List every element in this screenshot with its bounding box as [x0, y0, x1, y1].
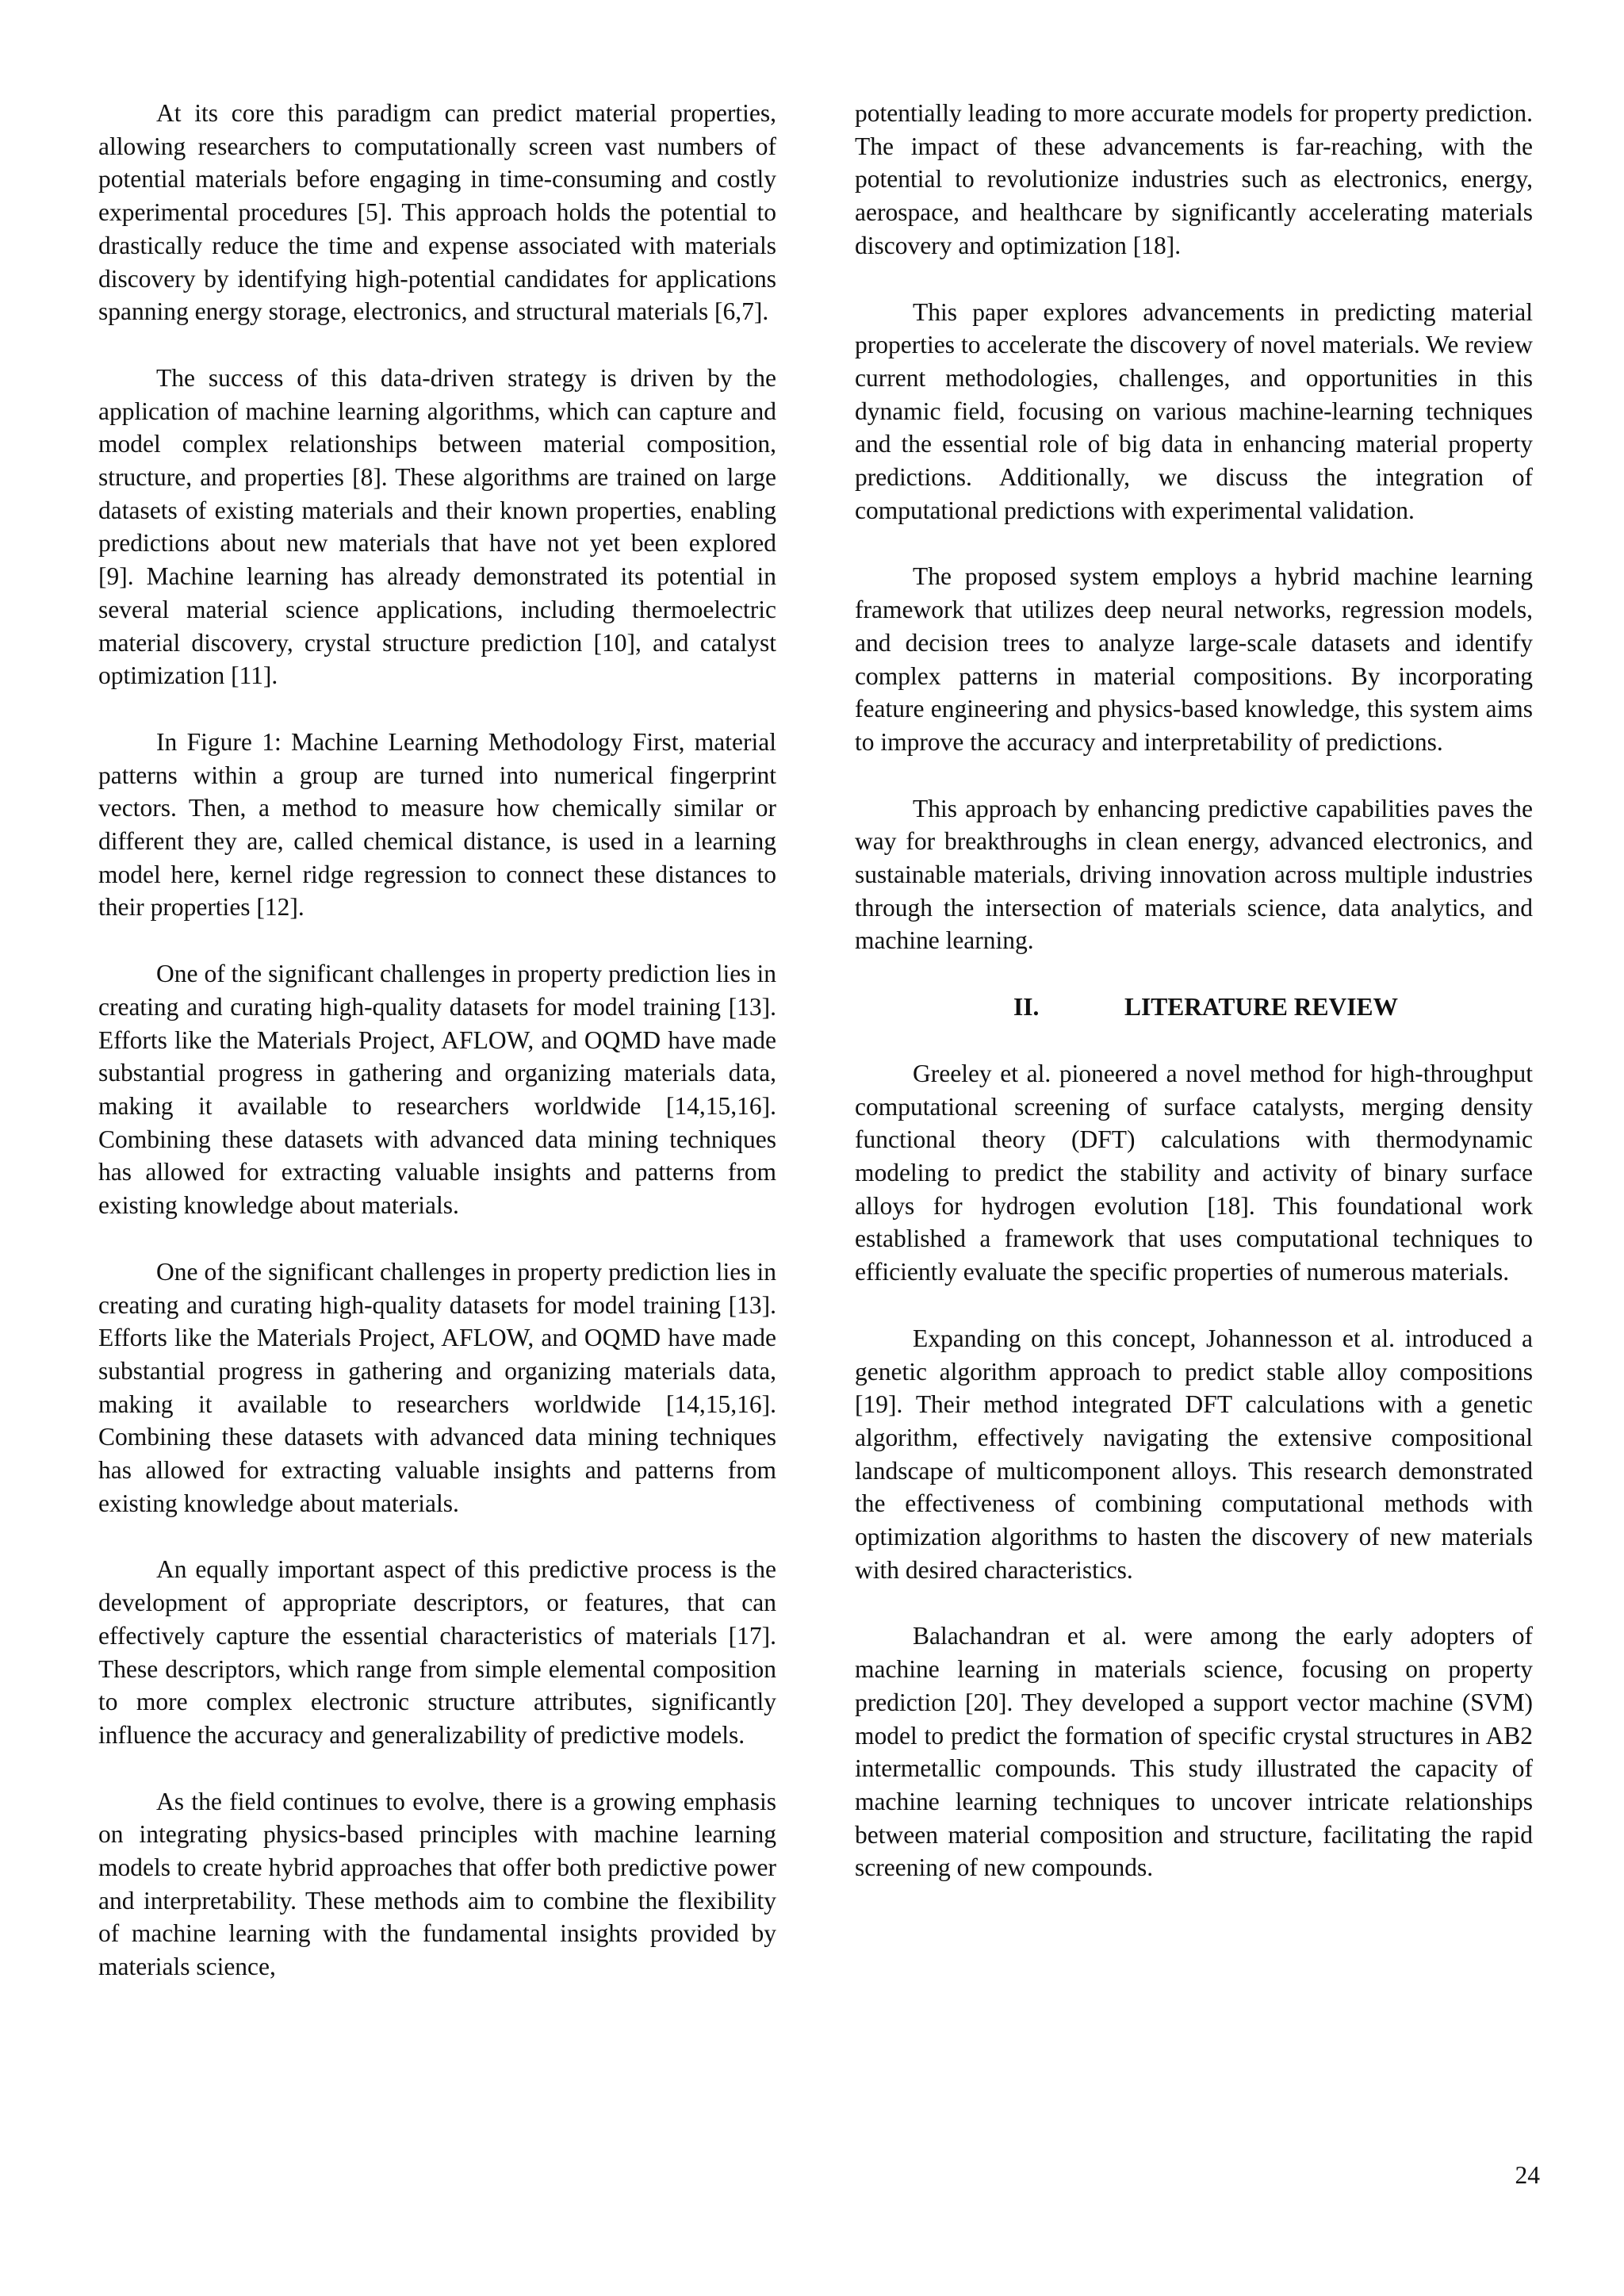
page-number: 24 [1515, 2161, 1540, 2189]
paragraph-approach-impact: This approach by enhancing predictive capabilities paves the way for breakthroughs in clean energy, advanced electronics, and sustainable materials, driving innovation across multiple industries through the intersection of materials science, data analytics, and machine learning. [855, 794, 1533, 955]
paragraph-descriptors: An equally important aspect of this predictive process is the development of appropriate descriptors, or features, that can effectively capture the essential characteristics of materials [17]. These descriptors, which range from simple elemental composition to more complex electronic structure attributes, significantly influence the accuracy and generalizability of predictive models. [98, 1555, 776, 1749]
paragraph-hybrid-approaches: As the field continues to evolve, there is a growing emphasis on integrating physics-based principles with machine learning models to create hybrid approaches that offer both predictive power and interpretability. These methods aim to combine the flexibility of machine learning with the fundamental insights provided by materials science, [98, 1787, 776, 1981]
paragraph-core-paradigm: At its core this paradigm can predict material properties, allowing researchers to computationally screen vast numbers of potential materials before engaging in time-consuming and costly experimental procedures [5]. This approach holds the potential to drastically reduce the time and expense associated with materials discovery by identifying high-potential candidates for applications spanning energy storage, electronics, and structural materials [6,7]. [98, 99, 776, 326]
paragraph-figure-1-methodology: In Figure 1: Machine Learning Methodology First, material patterns within a group are turned into numerical fingerprint vectors. Then, a method to measure how chemically similar or different they are, called chemical distance, is used in a learning model here, kernel ridge regression to connect these distances to their properties [12]. [98, 727, 776, 922]
paragraph-proposed-system: The proposed system employs a hybrid machine learning framework that utilizes deep neural networks, regression models, and decision trees to analyze large-scale datasets and identify complex patterns in material compositions. By incorporating feature engineering and physics-based knowledge, this system aims to improve the accuracy and interpretability of predictions. [855, 562, 1533, 756]
section-heading-literature-review [855, 991, 1533, 1024]
paragraph-greeley: Greeley et al. pioneered a novel method for high-throughput computational screening of surface catalysts, merging density functional theory (DFT) calculations with thermodynamic modeling to predict the stability and activity of binary surface alloys for hydrogen evolution [18]. This foundational work established a framework that uses computational techniques to efficiently evaluate the specific properties of numerous materials. [855, 1059, 1533, 1286]
section-number: II. [1013, 993, 1040, 1022]
paragraph-data-driven-strategy: The success of this data-driven strategy is driven by the application of machine learning algorithms, which can capture and model complex relationships between material composition, structure, and properties [8]. These algorithms are trained on large datasets of existing materials and their known properties, enabling predictions about new materials that have not yet been explored [9]. Machine learning has already demonstrated its potential in several material science applications, including thermoelectric material discovery, crystal structure prediction [10], and catalyst optimization [11]. [98, 363, 776, 690]
section-title: LITERATURE REVIEW [1124, 993, 1399, 1022]
paragraph-johannesson: Expanding on this concept, Johannesson et al. introduced a genetic algorithm approach to predict stable alloy compositions [19]. Their method integrated DFT calculations with a genetic algorithm, effectively navigating the extensive compositional landscape of multicomponent alloys. This research demonstrated the effectiveness of combining computational methods with optimization algorithms to hasten the discovery of new materials with desired characteristics. [855, 1324, 1533, 1584]
paragraph-dataset-challenges-repeat: One of the significant challenges in property prediction lies in creating and curating high-quality datasets for model training [13]. Efforts like the Materials Project, AFLOW, and OQMD have made substantial progress in gathering and organizing materials data, making it available to researchers worldwide [14,15,16]. Combining these datasets with advanced data mining techniques has allowed for extracting valuable insights and patterns from existing knowledge about materials. [98, 1257, 776, 1517]
paragraph-paper-scope: This paper explores advancements in predicting material properties to accelerate the discovery of novel materials. We review current methodologies, challenges, and opportunities in this dynamic field, focusing on various machine-learning techniques and the essential role of big data in enhancing material property predictions. Additionally, we discuss the integration of computational predictions with experimental validation. [855, 297, 1533, 524]
left-column [98, 97, 776, 2017]
right-column [855, 97, 1533, 1918]
paragraph-balachandran: Balachandran et al. were among the early adopters of machine learning in materials science, focusing on property prediction [20]. They developed a support vector machine (SVM) model to predict the formation of specific crystal structures in AB2 intermetallic compounds. This study illustrated the capacity of machine learning techniques to uncover intricate relationships between material composition and structure, facilitating the rapid screening of new compounds. [855, 1622, 1533, 1882]
paragraph-dataset-challenges: One of the significant challenges in property prediction lies in creating and curating high-quality datasets for model training [13]. Efforts like the Materials Project, AFLOW, and OQMD have made substantial progress in gathering and organizing materials data, making it available to researchers worldwide [14,15,16]. Combining these datasets with advanced data mining techniques has allowed for extracting valuable insights and patterns from existing knowledge about materials. [98, 960, 776, 1220]
paragraph-continuation: potentially leading to more accurate models for property prediction. The impact of these advancements is far-reaching, with the potential to revolutionize industries such as electronics, energy, aerospace, and healthcare by significantly accelerating materials discovery and optimization [18]. [855, 99, 1533, 259]
